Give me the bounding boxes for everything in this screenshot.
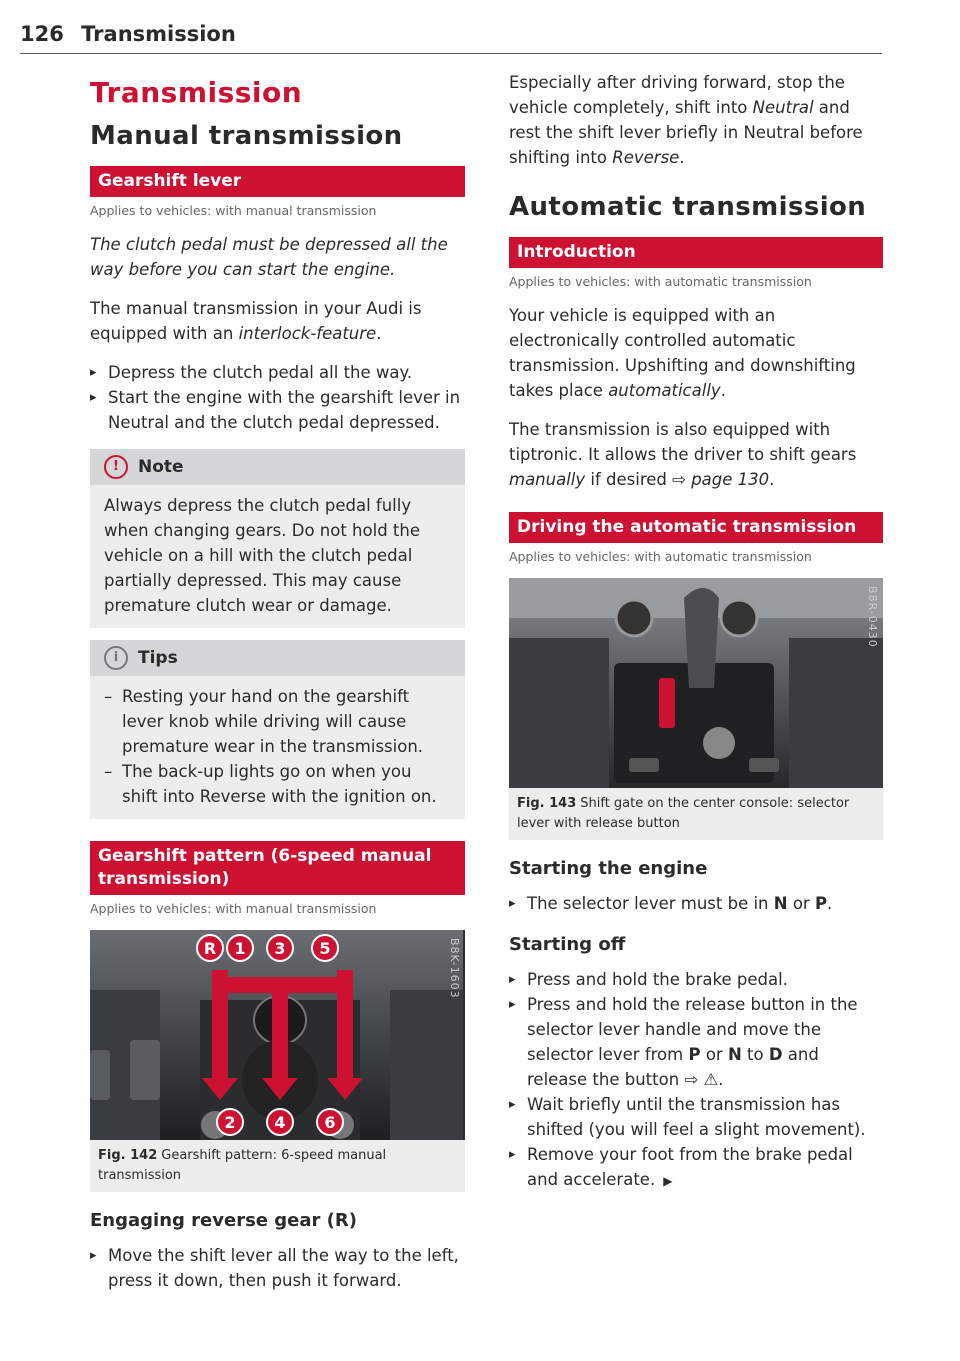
starting-off-steps <box>509 967 883 1194</box>
list-item: – The back-up lights go on when you shift into Reverse with the ignition on. <box>104 759 451 809</box>
figure-caption: Fig. 143 Shift gate on the center console: selector lever with release button <box>509 788 883 840</box>
figure-caption: Fig. 142 Gearshift pattern: 6-speed manual transmission <box>90 1140 465 1192</box>
starting-engine-heading: Starting the engine <box>509 858 708 879</box>
clutch-steps <box>90 360 465 435</box>
driving-automatic-heading: Driving the automatic transmission <box>509 512 883 543</box>
page-number: 126 <box>20 22 64 46</box>
reverse-steps <box>90 1243 465 1293</box>
gear-label: 1 <box>234 939 246 958</box>
note-title: Note <box>138 457 184 477</box>
chapter-title: Transmission <box>90 76 303 109</box>
tips-box-body <box>90 676 465 819</box>
gear-label: 5 <box>319 939 331 958</box>
section-title-manual: Manual transmission <box>90 121 403 151</box>
figure-code: B8K-1603 <box>448 938 461 999</box>
applies-note: Applies to vehicles: with automatic transmission <box>509 274 812 289</box>
shift-gate-image <box>509 578 883 788</box>
list-item: ▸ The selector lever must be in N or P. <box>509 891 883 916</box>
reverse-gear-heading: Engaging reverse gear (R) <box>90 1210 357 1231</box>
list-item: ▸ Wait briefly until the transmission has shifted (you will feel a slight movement). <box>509 1092 883 1142</box>
right-column <box>509 70 883 1208</box>
section-name: Transmission <box>81 22 236 46</box>
list-item: ▸ Press and hold the brake pedal. <box>509 967 883 992</box>
gearshift-pattern-heading: Gearshift pattern (6-speed manual transmission) <box>90 841 465 895</box>
gearshift-pattern-image <box>90 930 463 1140</box>
applies-note: Applies to vehicles: with manual transmission <box>90 203 377 218</box>
tips-box-header <box>90 640 465 676</box>
list-item: ▸ Depress the clutch pedal all the way. <box>90 360 465 385</box>
intro-paragraph-1: Your vehicle is equipped with an electronically controlled automatic transmission. Upshifting and downshifting takes place automatically. <box>509 306 856 400</box>
left-column <box>90 70 465 1307</box>
gearshift-pattern-figure <box>90 930 465 1140</box>
continue-arrow-icon: ▶ <box>663 1174 673 1188</box>
gearshift-lever-heading: Gearshift lever <box>90 166 465 197</box>
header-rule <box>20 53 882 54</box>
caution-icon: ! <box>104 455 128 479</box>
page-reference-link[interactable]: ⇨ page 130 <box>672 470 770 489</box>
gear-label: 6 <box>324 1113 336 1132</box>
gear-label: 2 <box>224 1113 236 1132</box>
running-header <box>20 22 236 46</box>
list-item: ▸ Move the shift lever all the way to the left, press it down, then push it forward. <box>90 1243 465 1293</box>
note-box-header <box>90 449 465 485</box>
introduction-heading: Introduction <box>509 237 883 268</box>
gear-label: R <box>203 939 217 958</box>
list-item: ▸ Press and hold the release button in the selector lever handle and move the selector lever from P or N to D and release the button ⇨ ⚠. <box>509 992 883 1092</box>
list-item: ▸ Start the engine with the gearshift lever in Neutral and the clutch pedal depressed. <box>90 385 465 435</box>
section-title-automatic: Automatic transmission <box>509 192 867 222</box>
list-item: ▸ Remove your foot from the brake pedal and accelerate. ▶ <box>509 1142 883 1194</box>
intro-italic: The clutch pedal must be depressed all the way before you can start the engine. <box>90 235 448 279</box>
shift-gate-figure <box>509 578 883 788</box>
gear-label: 4 <box>274 1113 286 1132</box>
gear-label: 3 <box>274 939 286 958</box>
figure-code: B8R-0430 <box>866 586 879 648</box>
tips-title: Tips <box>138 648 178 668</box>
intro-paragraph-2: The transmission is also equipped with tiptronic. It allows the driver to shift gears manually if desired ⇨ page 130. <box>509 420 857 489</box>
starting-off-heading: Starting off <box>509 934 626 955</box>
reverse-paragraph: Especially after driving forward, stop the vehicle completely, shift into Neutral and rest the shift lever briefly in Neutral before shifting into Reverse. <box>509 73 863 167</box>
warning-reference-link[interactable]: ⇨ ⚠ <box>684 1070 719 1089</box>
interlock-paragraph: The manual transmission in your Audi is equipped with an interlock-feature. <box>90 299 422 343</box>
starting-engine-steps <box>509 891 883 916</box>
applies-note: Applies to vehicles: with manual transmission <box>90 901 377 916</box>
list-item: – Resting your hand on the gearshift lever knob while driving will cause premature wear in the transmission. <box>104 684 451 759</box>
applies-note: Applies to vehicles: with automatic transmission <box>509 549 812 564</box>
note-box-body: Always depress the clutch pedal fully when changing gears. Do not hold the vehicle on a hill with the clutch pedal partially depressed. This may cause premature clutch wear or damage. <box>90 485 465 628</box>
info-icon: i <box>104 646 128 670</box>
